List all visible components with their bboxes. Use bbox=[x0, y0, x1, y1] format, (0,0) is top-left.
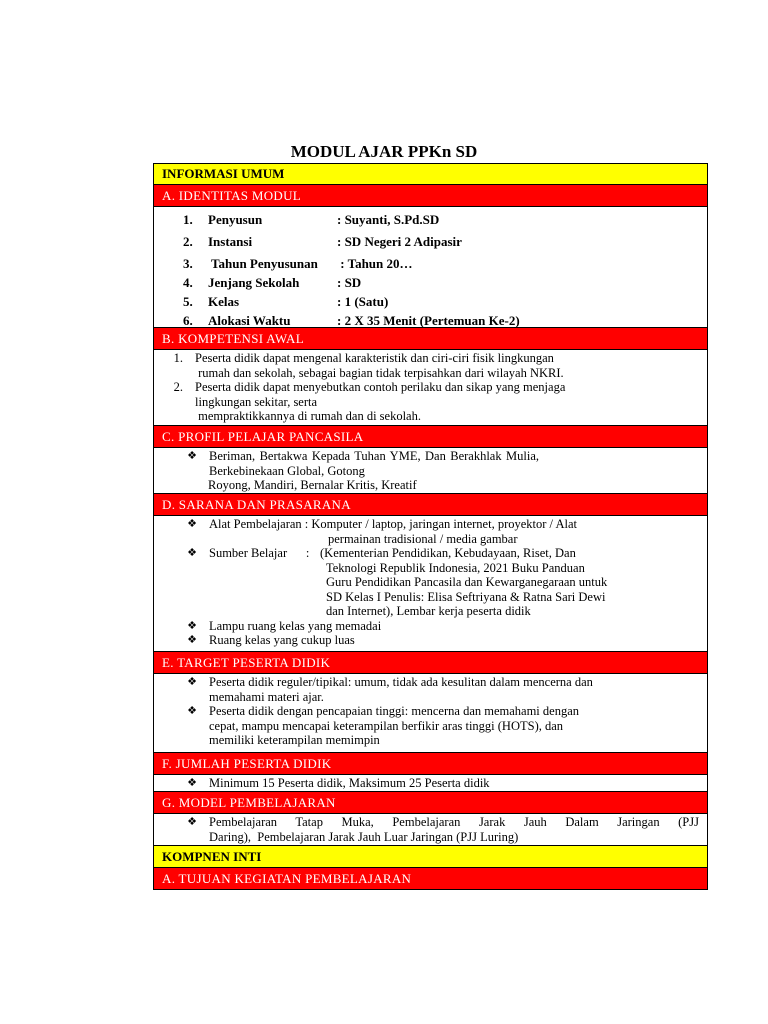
profil-body bbox=[153, 448, 708, 494]
target-body bbox=[153, 674, 708, 753]
jumlah-body bbox=[153, 775, 708, 792]
list-item: ❖ Beriman, Bertakwa Kepada Tuhan YME, Dan Berakhlak Mulia, Berkebinekaan Global, Gotong Royong, Mandiri, Bernalar Kritis, Kreatif bbox=[154, 449, 699, 493]
diamond-bullet-icon: ❖ bbox=[187, 676, 197, 688]
diamond-bullet-icon: ❖ bbox=[187, 634, 197, 646]
list-item: ❖ Peserta didik dengan pencapaian tinggi: mencerna dan memahami dengan cepat, mampu mencapai keterampilan berfikir aras tinggi (HOTS), dan memiliki keterampilan memimpin bbox=[154, 704, 699, 748]
page-title: MODUL AJAR PPKn SD bbox=[290, 142, 478, 161]
section-profil-pelajar: C. PROFIL PELAJAR PANCASILA bbox=[153, 426, 708, 448]
sarana-body bbox=[153, 516, 708, 652]
diamond-bullet-icon: ❖ bbox=[187, 518, 197, 530]
model-body bbox=[153, 814, 708, 846]
diamond-bullet-icon: ❖ bbox=[187, 547, 197, 559]
diamond-bullet-icon: ❖ bbox=[187, 777, 197, 789]
diamond-bullet-icon: ❖ bbox=[187, 619, 197, 632]
section-jumlah-peserta: F. JUMLAH PESERTA DIDIK bbox=[153, 753, 708, 775]
section-sarana-prasarana: D. SARANA DAN PRASARANA bbox=[153, 494, 708, 516]
list-item: ❖ Sumber Belajar : (Kementerian Pendidikan, Kebudayaan, Riset, Dan Teknologi Republik Indonesia, 2021 Buku Panduan Guru Pendidikan Pancasila dan Kewarganegaraan untuk SD Kelas I Penulis: Elisa Seftriyana & Ratna Sari Dewi dan Internet), Lembar kerja peserta didik bbox=[154, 546, 699, 619]
identitas-body: 1. Penyusun : Suyanti, S.Pd.SD 2. Instansi : SD Negeri 2 Adipasir 3. Tahun Penyusunan : Tahun 20… 4. Jenjang Sekolah : SD 5. Kelas : 1 (Satu) 6. Alokasi Waktu : 2 X 35 Menit (Pertemuan Ke-2) bbox=[153, 207, 708, 328]
list-item: ❖ Peserta didik reguler/tipikal: umum, tidak ada kesulitan dalam mencerna dan memahami materi ajar. bbox=[154, 675, 699, 704]
section-komponen-inti: KOMPNEN INTI bbox=[153, 846, 708, 868]
list-item: ❖ Pembelajaran Tatap Muka, Pembelajaran Jarak Jauh Dalam Jaringan (PJJ Daring), Pembelajaran Jarak Jauh Luar Jaringan (PJJ Luring) bbox=[154, 815, 699, 844]
kompetensi-body bbox=[153, 350, 708, 426]
list-item: 1. Peserta didik dapat mengenal karakteristik dan ciri-ciri fisik lingkungan rumah dan sekolah, sebagai bagian tidak terpisahkan dari wilayah NKRI. bbox=[173, 351, 564, 380]
section-model-pembelajaran: G. MODEL PEMBELAJARAN bbox=[153, 792, 708, 814]
list-item: 2. Peserta didik dapat menyebutkan contoh perilaku dan sikap yang menjaga lingkungan sekitar, serta mempraktikkannya di rumah dan di sekolah. bbox=[173, 380, 566, 423]
section-kompetensi-awal: B. KOMPETENSI AWAL bbox=[153, 328, 708, 350]
module-table bbox=[153, 163, 708, 890]
diamond-bullet-icon: ❖ bbox=[187, 450, 197, 462]
list-item: ❖ Lampu ruang kelas yang memadai bbox=[154, 619, 699, 634]
section-identitas-modul: A. IDENTITAS MODUL bbox=[153, 185, 708, 207]
section-tujuan-kegiatan: A. TUJUAN KEGIATAN PEMBELAJARAN bbox=[153, 868, 708, 890]
section-informasi-umum: INFORMASI UMUM bbox=[153, 163, 708, 185]
list-item: ❖ Alat Pembelajaran : Komputer / laptop, jaringan internet, proyektor / Alat permainan tradisional / media gambar bbox=[154, 517, 699, 546]
diamond-bullet-icon: ❖ bbox=[187, 705, 197, 717]
section-target-peserta: E. TARGET PESERTA DIDIK bbox=[153, 652, 708, 674]
diamond-bullet-icon: ❖ bbox=[187, 816, 197, 828]
list-item: ❖ Minimum 15 Peserta didik, Maksimum 25 Peserta didik bbox=[154, 776, 699, 791]
list-item: ❖ Ruang kelas yang cukup luas bbox=[154, 633, 699, 648]
